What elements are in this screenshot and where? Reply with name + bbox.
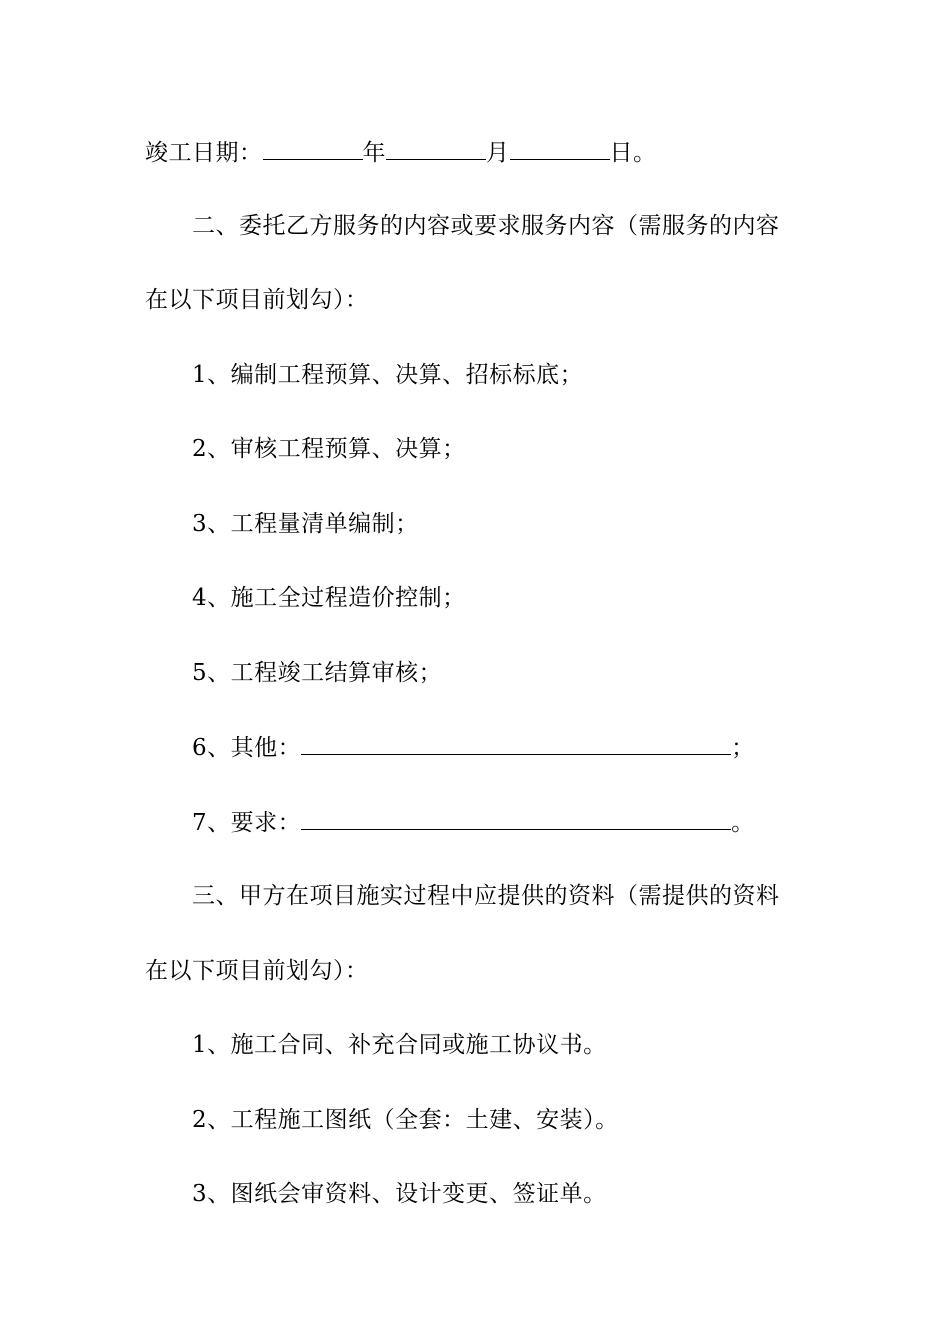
completion-date-line (145, 137, 657, 168)
section3-item-2: 2、工程施工图纸（全套：土建、安装）。 (192, 1107, 619, 1133)
section2-item-7-requirements (192, 807, 755, 838)
section3-heading-line1: 三、甲方在项目施实过程中应提供的资料（需提供的资料 (192, 883, 780, 909)
day-blank[interactable] (510, 137, 610, 160)
section2-heading-line2: 在以下项目前划勾）： (145, 287, 369, 313)
other-label: 6、其他： (192, 735, 302, 761)
requirements-end: 。 (731, 810, 755, 836)
other-end: ； (731, 735, 755, 761)
completion-date-label: 竣工日期： (145, 140, 263, 166)
section3-item-1: 1、施工合同、补充合同或施工协议书。 (192, 1032, 607, 1058)
year-blank[interactable] (263, 137, 363, 160)
month-label: 月 (486, 140, 510, 166)
section2-heading-line1: 二、委托乙方服务的内容或要求服务内容（需服务的内容 (192, 213, 780, 239)
section2-item-4: 4、施工全过程造价控制； (192, 585, 466, 611)
other-blank[interactable] (301, 732, 731, 755)
section3-heading-line2: 在以下项目前划勾）： (145, 958, 369, 984)
month-blank[interactable] (386, 137, 486, 160)
requirements-blank[interactable] (301, 807, 731, 830)
day-label: 日。 (609, 140, 657, 166)
section2-item-6-other (192, 732, 755, 763)
section3-item-3: 3、图纸会审资料、设计变更、签证单。 (192, 1181, 607, 1207)
section2-item-2: 2、审核工程预算、决算； (192, 436, 466, 462)
year-label: 年 (362, 140, 386, 166)
section2-item-1: 1、编制工程预算、决算、招标标底； (192, 362, 584, 388)
section2-item-5: 5、工程竣工结算审核； (192, 660, 443, 686)
section2-item-3: 3、工程量清单编制； (192, 511, 419, 537)
requirements-label: 7、要求： (192, 810, 302, 836)
